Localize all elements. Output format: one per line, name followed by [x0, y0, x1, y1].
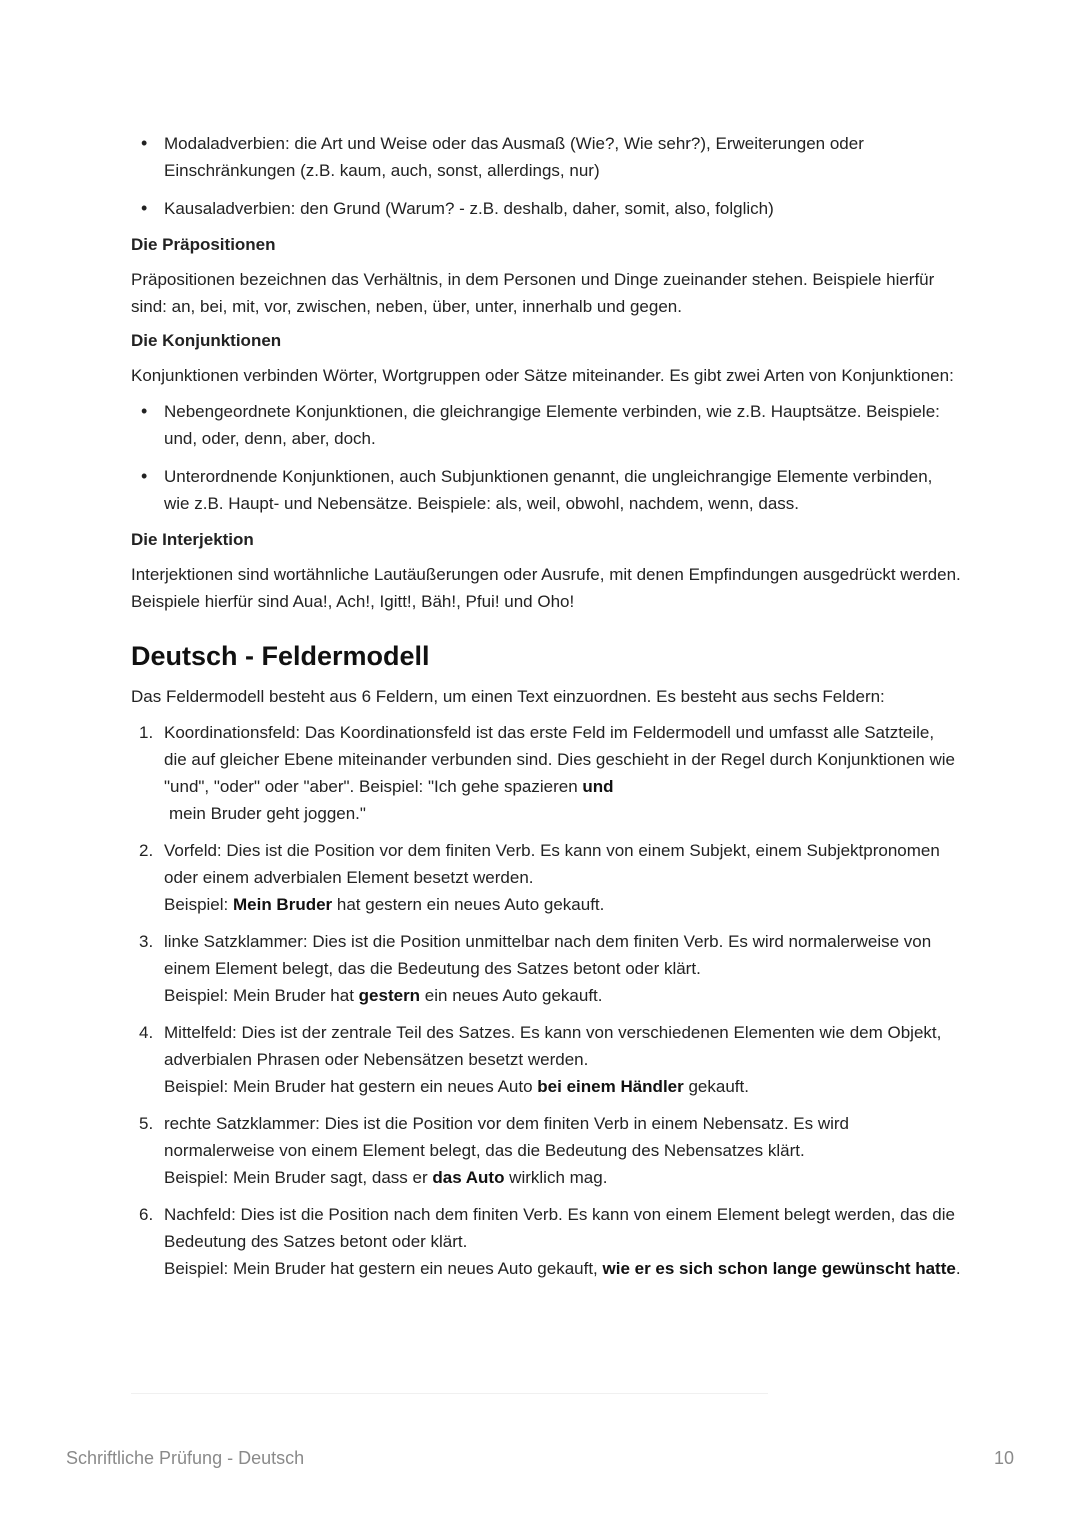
- list-item: [131, 837, 961, 918]
- section-heading: Die Konjunktionen: [131, 331, 282, 350]
- list-item: • Unterordnende Konjunktionen, auch Subjunktionen genannt, die ungleichrangige Elemente verbinden, wie z.B. Haupt- und Nebensätze. Beispiele: als, weil, obwohl, nachdem, wenn, dass.: [131, 463, 961, 517]
- example-post: .: [955, 1259, 961, 1278]
- list-number: 4.: [139, 1023, 154, 1042]
- footer-title: Schriftliche Prüfung - Deutsch: [66, 1448, 305, 1468]
- list-item: • Modaladverbien: die Art und Weise oder das Ausmaß (Wie?, Wie sehr?), Erweiterungen oder Einschränkungen (z.B. kaum, auch, sonst, allerdings, nur): [131, 130, 961, 184]
- item-text: linke Satzklammer: Dies ist die Position unmittelbar nach dem finiten Verb. Es wird normalerweise von einem Element belegt, das die Bedeutung des Satzes betont oder klärt.: [164, 932, 932, 978]
- list-number: 2.: [139, 841, 154, 860]
- item-text: Vorfeld: Dies ist die Position vor dem finiten Verb. Es kann von einem Subjekt, einem Subjektpronomen oder einem adverbialen Element besetzt werden.: [164, 841, 940, 887]
- list-number: 6.: [139, 1205, 154, 1224]
- list-item: [131, 1110, 961, 1191]
- page-number: 10: [993, 1448, 1014, 1468]
- item-bold: und: [582, 777, 614, 796]
- example-pre: Beispiel: Mein Bruder hat gestern ein neues Auto gekauft,: [164, 1259, 603, 1278]
- example-post: hat gestern ein neues Auto gekauft.: [332, 895, 605, 914]
- paragraph: Das Feldermodell besteht aus 6 Feldern, um einen Text einzuordnen. Es besteht aus sechs Feldern:: [131, 687, 885, 706]
- paragraph: Interjektionen sind wortähnliche Lautäußerungen oder Ausrufe, mit denen Empfindungen ausgedrückt werden. Beispiele hierfür sind Aua!, Ach!, Igitt!, Bäh!, Pfui! und Oho!: [131, 565, 961, 611]
- example-bold: das Auto: [432, 1168, 505, 1187]
- item-text-line2: mein Bruder geht joggen.": [169, 804, 366, 823]
- example-bold: Mein Bruder: [232, 895, 333, 914]
- paragraph: Konjunktionen verbinden Wörter, Wortgruppen oder Sätze miteinander. Es gibt zwei Arten von Konjunktionen:: [131, 366, 954, 385]
- example-pre: Beispiel:: [164, 895, 233, 914]
- divider: [131, 1393, 768, 1394]
- example-post: wirklich mag.: [504, 1168, 608, 1187]
- list-item: [131, 719, 961, 827]
- list-item: [131, 1019, 961, 1100]
- list-number: 1.: [139, 723, 154, 742]
- example-post: ein neues Auto gekauft.: [420, 986, 603, 1005]
- item-text: rechte Satzklammer: Dies ist die Position vor dem finiten Verb in einem Nebensatz. Es wird normalerweise von einem Element belegt, das die Bedeutung des Nebensatzes klärt.: [164, 1114, 850, 1160]
- paragraph: Präpositionen bezeichnen das Verhältnis, in dem Personen und Dinge zueinander stehen. Beispiele hierfür sind: an, bei, mit, vor, zwischen, neben, über, unter, innerhalb und gegen.: [131, 270, 935, 316]
- list-item: [131, 1201, 961, 1282]
- adverb-list: [131, 130, 961, 222]
- page-content: [131, 130, 961, 1292]
- list-number: 5.: [139, 1114, 154, 1133]
- example-post: gekauft.: [683, 1077, 749, 1096]
- example-pre: Beispiel: Mein Bruder sagt, dass er: [164, 1168, 433, 1187]
- list-item: • Nebengeordnete Konjunktionen, die gleichrangige Elemente verbinden, wie z.B. Hauptsätze. Beispiele: und, oder, denn, aber, doch.: [131, 398, 961, 452]
- section-heading: Die Präpositionen: [131, 235, 276, 254]
- section-heading: Die Interjektion: [131, 530, 254, 549]
- feldermodell-list: [131, 719, 961, 1282]
- example-bold: wie er es sich schon lange gewünscht hatte: [602, 1259, 956, 1278]
- example-bold: bei einem Händler: [537, 1077, 684, 1096]
- example-pre: Beispiel: Mein Bruder hat: [164, 986, 359, 1005]
- konjunktionen-list: [131, 398, 961, 517]
- list-item: • Kausaladverbien: den Grund (Warum? - z.B. deshalb, daher, somit, also, folglich): [131, 195, 961, 222]
- list-number: 3.: [139, 932, 154, 951]
- example-bold: gestern: [358, 986, 421, 1005]
- page-title: Deutsch - Feldermodell: [131, 641, 430, 671]
- list-item: [131, 928, 961, 1009]
- item-text: Mittelfeld: Dies ist der zentrale Teil des Satzes. Es kann von verschiedenen Elementen wie dem Objekt, adverbialen Phrasen oder Nebensätzen besetzt werden.: [164, 1023, 942, 1069]
- item-text: Nachfeld: Dies ist die Position nach dem finiten Verb. Es kann von einem Element belegt werden, das die Bedeutung des Satzes betont oder klärt.: [164, 1205, 955, 1251]
- example-pre: Beispiel: Mein Bruder hat gestern ein neues Auto: [164, 1077, 538, 1096]
- item-text: Koordinationsfeld: Das Koordinationsfeld ist das erste Feld im Feldermodell und umfasst alle Satzteile, die auf gleicher Ebene miteinander verbunden sind. Dies geschieht in der Regel durch Konjunktionen wie "und", "oder" oder "aber". Beispiel: "Ich gehe spazieren: [164, 723, 955, 796]
